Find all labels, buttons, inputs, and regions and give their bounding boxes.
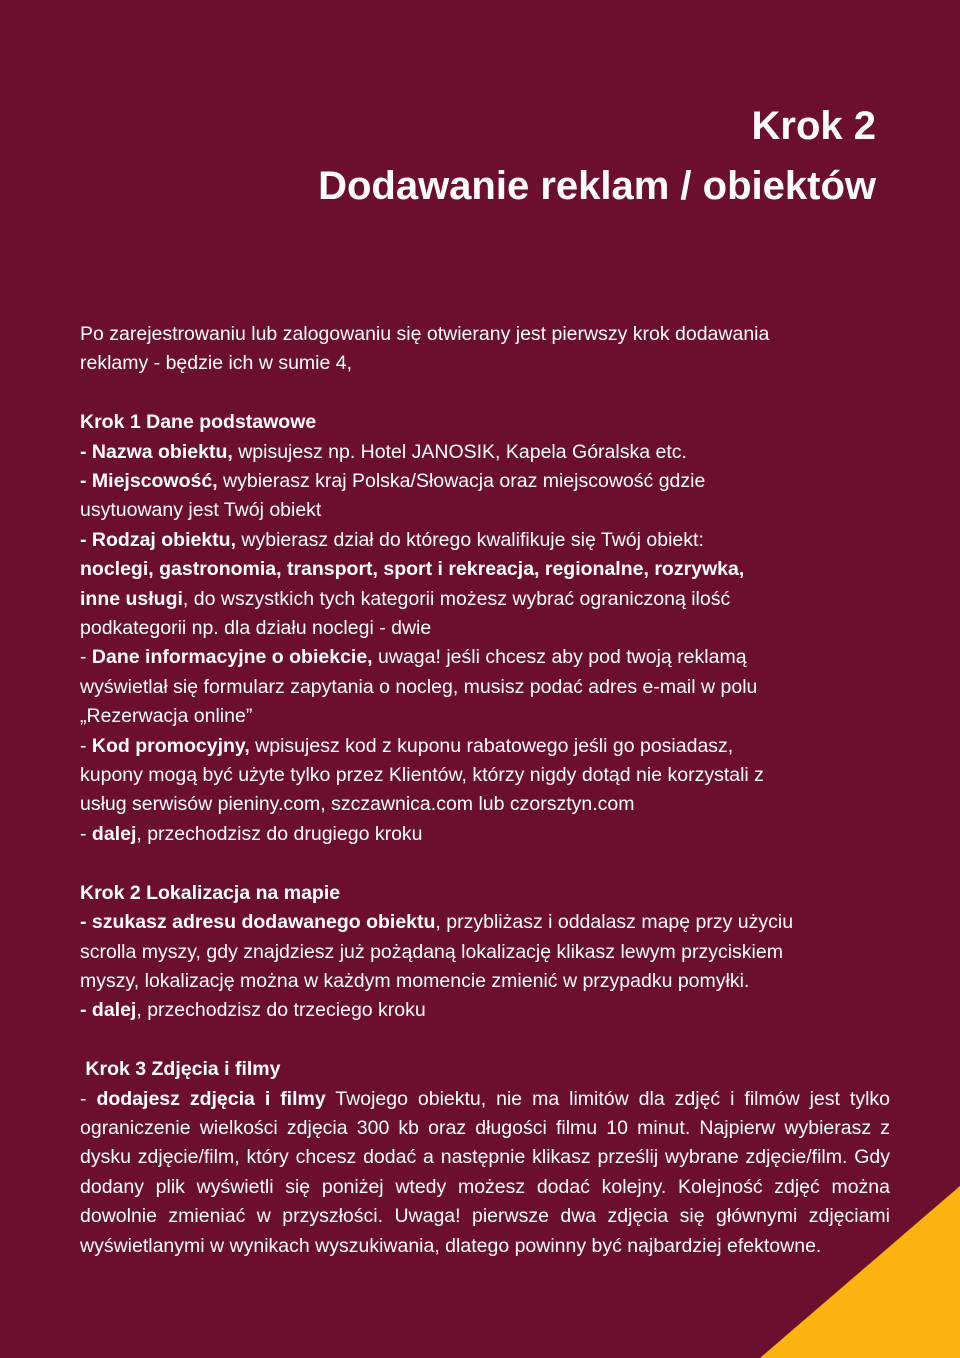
- step2-heading: Krok 2 Lokalizacja na mapie: [80, 881, 341, 904]
- step1-dane-cont: „Rezerwacja online”: [80, 705, 253, 728]
- step1-miejscowosc: - Miejscowość, wybierasz kraj Polska/Słowacja oraz miejscowość gdzie: [80, 470, 706, 493]
- spacer: [80, 379, 890, 408]
- title-step: Krok 2: [751, 104, 876, 148]
- step1-dane-cont: wyświetlał się formularz zapytania o nocleg, musisz podać adres e-mail w polu: [80, 675, 758, 698]
- step1-nazwa: - Nazwa obiektu, wpisujesz np. Hotel JANOSIK, Kapela Góralska etc.: [80, 440, 687, 463]
- step1-kod-cont: usług serwisów pieniny.com, szczawnica.com lub czorsztyn.com: [80, 793, 635, 816]
- step3-paragraph: - dodajesz zdjęcia i filmy Twojego obiektu, nie ma limitów dla zdjęć i filmów jest tylko ograniczenie wielkości zdjęcia 300 kb oraz długości filmu 10 minut. Najpierw wybierasz z dysku zdjęcie/film, który chcesz dodać a następnie klikasz prześlij wybrane zdjęcie/film. Gdy dodany plik wyświetli się poniżej wtedy możesz dodać kolejny. Kolejność zdjęć można dowolnie zmieniać w przyszłości. Uwaga! pierwsze dwa zdjęcia się głównymi zdjęciami wyświetlanymi w wynikach wyszukiwania, dlatego powinny być najbardziej efektowne.: [80, 1087, 890, 1257]
- step1-heading: Krok 1 Dane podstawowe: [80, 411, 317, 434]
- step1-dalej: - dalej, przechodzisz do drugiego kroku: [80, 822, 423, 845]
- step1-kod-cont: kupony mogą być użyte tylko przez Klientów, którzy nigdy dotąd nie korzystali z: [80, 764, 764, 787]
- step1-podkategorie: podkategorii np. dla działu noclegi - dwie: [80, 617, 432, 640]
- step1-dane: - Dane informacyjne o obiekcie, uwaga! jeśli chcesz aby pod twoją reklamą: [80, 646, 747, 669]
- step1-inne: inne usługi, do wszystkich tych kategorii możesz wybrać ograniczoną ilość: [80, 587, 731, 610]
- title-subtitle: Dodawanie reklam / obiektów: [318, 164, 876, 208]
- spacer: [80, 1026, 890, 1055]
- step2-line: scrolla myszy, gdy znajdziesz już pożądaną lokalizację klikasz lewym przyciskiem: [80, 940, 783, 963]
- step2-szukasz: - szukasz adresu dodawanego obiektu, przybliżasz i oddalasz mapę przy użyciu: [80, 911, 794, 934]
- corner-triangle-decoration: [760, 1186, 960, 1358]
- triangle-shape: [760, 1186, 960, 1358]
- step3-heading: Krok 3 Zdjęcia i filmy: [80, 1058, 281, 1081]
- page-title: [318, 96, 876, 216]
- step1-miejscowosc-cont: usytuowany jest Twój obiekt: [80, 499, 322, 522]
- step1-categories: noclegi, gastronomia, transport, sport i rekreacja, regionalne, rozrywka,: [80, 558, 745, 581]
- step1-rodzaj: - Rodzaj obiektu, wybierasz dział do którego kwalifikuje się Twój obiekt:: [80, 528, 704, 551]
- step2-dalej: - dalej, przechodzisz do trzeciego kroku: [80, 999, 426, 1022]
- instructions-body: [80, 320, 890, 1261]
- spacer: [80, 849, 890, 878]
- step1-kod: - Kod promocyjny, wpisujesz kod z kuponu rabatowego jeśli go posiadasz,: [80, 734, 734, 757]
- intro-line: reklamy - będzie ich w sumie 4,: [80, 352, 353, 375]
- intro-line: Po zarejestrowaniu lub zalogowaniu się otwierany jest pierwszy krok dodawania: [80, 323, 770, 345]
- step2-line: myszy, lokalizację można w każdym momencie zmienić w przypadku pomyłki.: [80, 969, 750, 992]
